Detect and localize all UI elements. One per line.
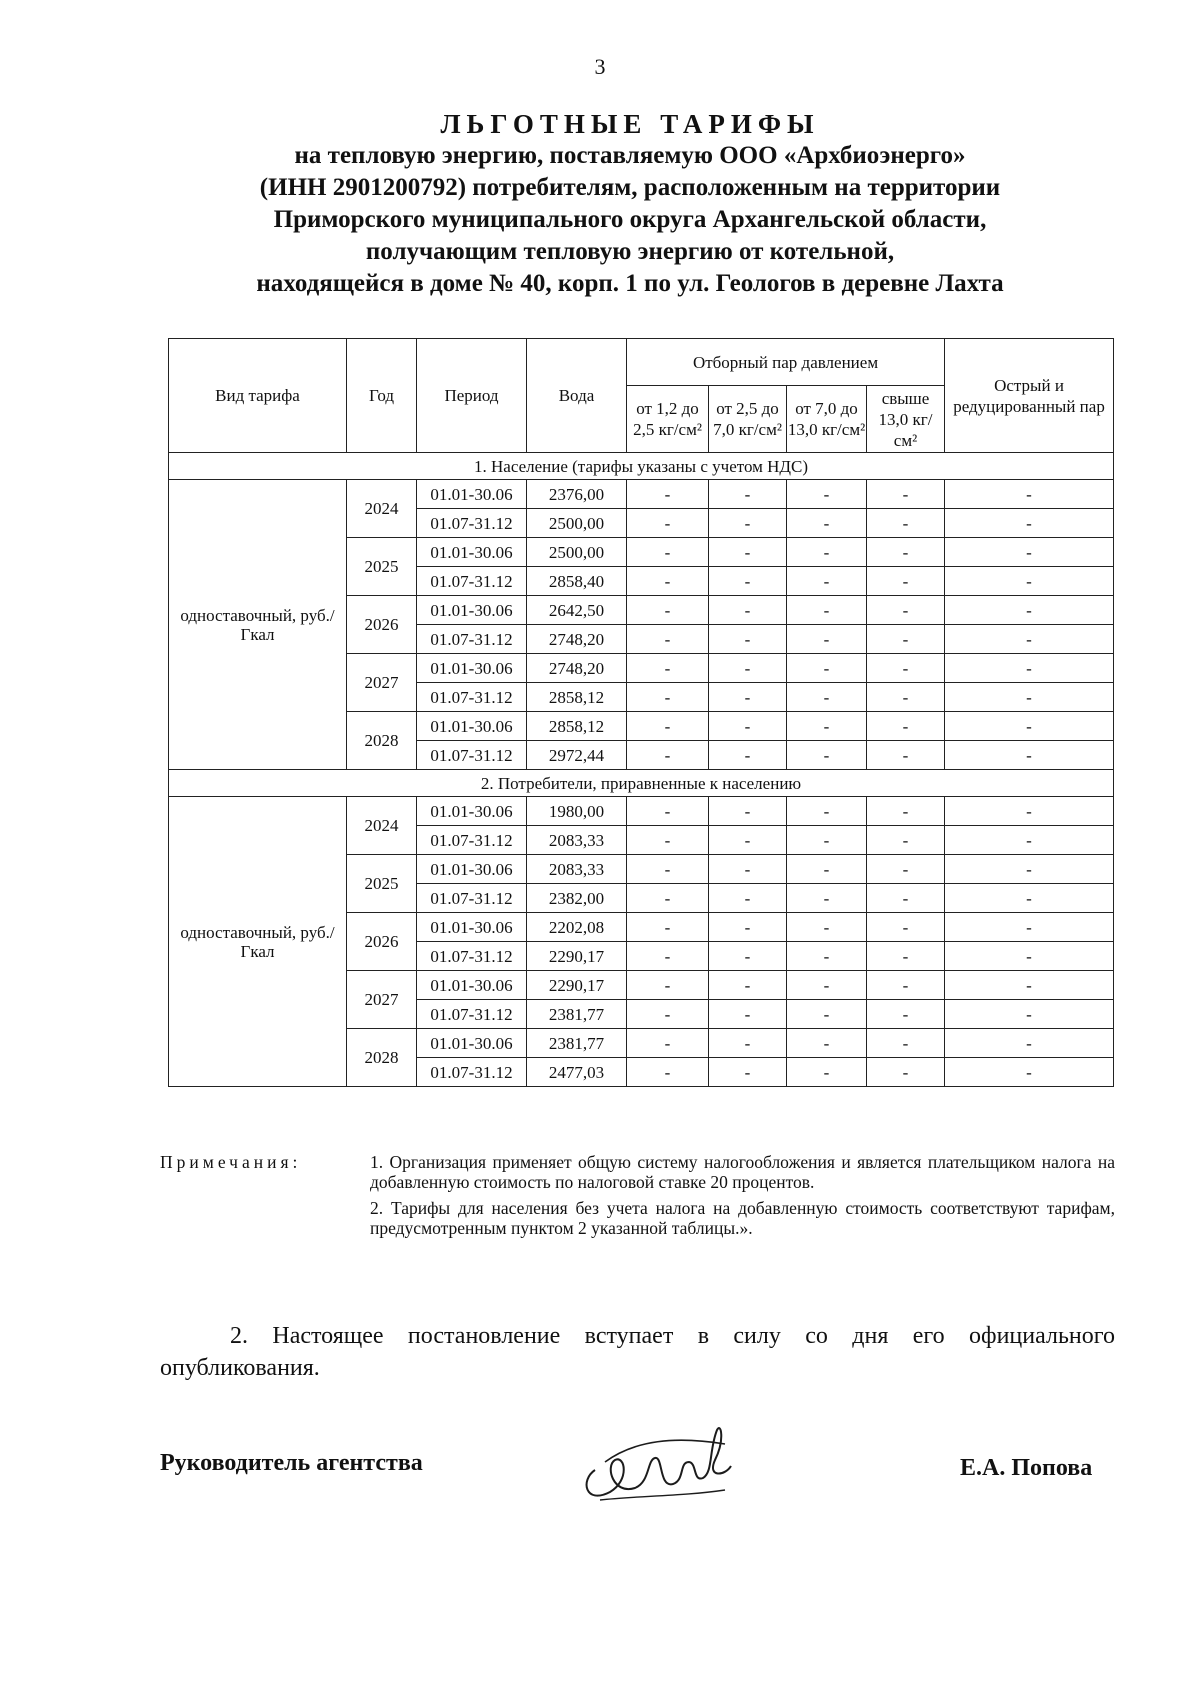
- steam-value-cell: -: [867, 654, 945, 683]
- sharp-steam-value-cell: -: [945, 683, 1114, 712]
- steam-value-cell: -: [709, 538, 787, 567]
- steam-value-cell: -: [709, 913, 787, 942]
- period-cell: 01.07-31.12: [417, 826, 527, 855]
- period-cell: 01.07-31.12: [417, 509, 527, 538]
- steam-value-cell: -: [867, 1000, 945, 1029]
- header-steam-4: свыше 13,0 кг/см²: [867, 386, 945, 453]
- sharp-steam-value-cell: -: [945, 884, 1114, 913]
- steam-value-cell: -: [627, 1029, 709, 1058]
- period-cell: 01.01-30.06: [417, 797, 527, 826]
- steam-value-cell: -: [709, 480, 787, 509]
- sharp-steam-value-cell: -: [945, 942, 1114, 971]
- steam-value-cell: -: [709, 683, 787, 712]
- title-line-3: (ИНН 2901200792) потребителям, расположенным на территории: [259, 174, 1001, 201]
- period-cell: 01.01-30.06: [417, 913, 527, 942]
- year-cell: 2026: [347, 913, 417, 971]
- water-value-cell: 2382,00: [527, 884, 627, 913]
- header-steam-2: от 2,5 до 7,0 кг/см²: [709, 386, 787, 453]
- steam-value-cell: -: [867, 913, 945, 942]
- year-cell: 2025: [347, 538, 417, 596]
- steam-value-cell: -: [787, 712, 867, 741]
- steam-value-cell: -: [787, 855, 867, 884]
- water-value-cell: 2376,00: [527, 480, 627, 509]
- water-value-cell: 2748,20: [527, 625, 627, 654]
- steam-value-cell: -: [627, 654, 709, 683]
- steam-value-cell: -: [709, 596, 787, 625]
- sharp-steam-value-cell: -: [945, 855, 1114, 884]
- period-cell: 01.07-31.12: [417, 884, 527, 913]
- steam-value-cell: -: [709, 1000, 787, 1029]
- steam-value-cell: -: [709, 625, 787, 654]
- steam-value-cell: -: [867, 884, 945, 913]
- year-cell: 2026: [347, 596, 417, 654]
- steam-value-cell: -: [787, 1029, 867, 1058]
- steam-value-cell: -: [787, 567, 867, 596]
- title-line-2: на тепловую энергию, поставляемую ООО «Архбиоэнерго»: [294, 142, 966, 169]
- steam-value-cell: -: [627, 826, 709, 855]
- steam-value-cell: -: [867, 509, 945, 538]
- period-cell: 01.07-31.12: [417, 625, 527, 654]
- period-cell: 01.01-30.06: [417, 971, 527, 1000]
- period-cell: 01.01-30.06: [417, 654, 527, 683]
- sharp-steam-value-cell: -: [945, 971, 1114, 1000]
- handwritten-signature: [575, 1400, 735, 1510]
- steam-value-cell: -: [787, 596, 867, 625]
- note-item: 1. Организация применяет общую систему налогообложения и является плательщиком налога на добавленную стоимость по налоговой ставке 20 процентов.: [370, 1152, 1115, 1192]
- header-steam-3: от 7,0 до 13,0 кг/см²: [787, 386, 867, 453]
- steam-value-cell: -: [709, 884, 787, 913]
- header-sharp-steam: Острый и редуцированный пар: [945, 339, 1114, 453]
- period-cell: 01.07-31.12: [417, 683, 527, 712]
- water-value-cell: 2202,08: [527, 913, 627, 942]
- sharp-steam-value-cell: -: [945, 1000, 1114, 1029]
- water-value-cell: 2381,77: [527, 1000, 627, 1029]
- steam-value-cell: -: [627, 913, 709, 942]
- steam-value-cell: -: [627, 480, 709, 509]
- steam-value-cell: -: [867, 855, 945, 884]
- sharp-steam-value-cell: -: [945, 509, 1114, 538]
- water-value-cell: 2972,44: [527, 741, 627, 770]
- steam-value-cell: -: [787, 884, 867, 913]
- steam-value-cell: -: [709, 971, 787, 1000]
- sharp-steam-value-cell: -: [945, 596, 1114, 625]
- steam-value-cell: -: [709, 1029, 787, 1058]
- sharp-steam-value-cell: -: [945, 1058, 1114, 1087]
- year-cell: 2027: [347, 971, 417, 1029]
- sharp-steam-value-cell: -: [945, 712, 1114, 741]
- steam-value-cell: -: [627, 942, 709, 971]
- steam-value-cell: -: [627, 797, 709, 826]
- steam-value-cell: -: [867, 712, 945, 741]
- water-value-cell: 2290,17: [527, 971, 627, 1000]
- sharp-steam-value-cell: -: [945, 1029, 1114, 1058]
- note-item: 2. Тарифы для населения без учета налога на добавленную стоимость соответствуют тарифам, предусмотренным пунктом 2 указанной таблицы.».: [370, 1198, 1115, 1238]
- water-value-cell: 2748,20: [527, 654, 627, 683]
- steam-value-cell: -: [627, 538, 709, 567]
- year-cell: 2025: [347, 855, 417, 913]
- tariff-table: [168, 338, 1114, 1087]
- water-value-cell: 2290,17: [527, 942, 627, 971]
- steam-value-cell: -: [627, 1000, 709, 1029]
- water-value-cell: 2381,77: [527, 1029, 627, 1058]
- signatory-name: Е.А. Попова: [960, 1455, 1093, 1481]
- steam-value-cell: -: [867, 683, 945, 712]
- document-title: [150, 108, 1110, 300]
- period-cell: 01.07-31.12: [417, 942, 527, 971]
- section-row: [169, 453, 1114, 480]
- steam-value-cell: -: [709, 942, 787, 971]
- steam-value-cell: -: [787, 1058, 867, 1087]
- steam-value-cell: -: [627, 683, 709, 712]
- sharp-steam-value-cell: -: [945, 480, 1114, 509]
- steam-value-cell: -: [709, 654, 787, 683]
- period-cell: 01.01-30.06: [417, 480, 527, 509]
- water-value-cell: 2083,33: [527, 826, 627, 855]
- steam-value-cell: -: [787, 538, 867, 567]
- header-water: Вода: [527, 339, 627, 453]
- year-cell: 2028: [347, 712, 417, 770]
- water-value-cell: 2477,03: [527, 1058, 627, 1087]
- water-value-cell: 2642,50: [527, 596, 627, 625]
- water-value-cell: 2858,40: [527, 567, 627, 596]
- table-row: [169, 797, 1114, 826]
- water-value-cell: 2858,12: [527, 712, 627, 741]
- water-value-cell: 2500,00: [527, 538, 627, 567]
- period-cell: 01.07-31.12: [417, 1000, 527, 1029]
- steam-value-cell: -: [867, 797, 945, 826]
- sharp-steam-value-cell: -: [945, 654, 1114, 683]
- steam-value-cell: -: [787, 625, 867, 654]
- steam-value-cell: -: [867, 625, 945, 654]
- steam-value-cell: -: [867, 942, 945, 971]
- year-cell: 2028: [347, 1029, 417, 1087]
- sharp-steam-value-cell: -: [945, 741, 1114, 770]
- table-body: [169, 453, 1114, 1087]
- steam-value-cell: -: [787, 942, 867, 971]
- steam-value-cell: -: [627, 855, 709, 884]
- sharp-steam-value-cell: -: [945, 625, 1114, 654]
- water-value-cell: 1980,00: [527, 797, 627, 826]
- signatory-role: Руководитель агентства: [160, 1450, 423, 1476]
- steam-value-cell: -: [627, 712, 709, 741]
- steam-value-cell: -: [867, 480, 945, 509]
- title-line-5: получающим тепловую энергию от котельной,: [365, 238, 895, 265]
- steam-value-cell: -: [787, 509, 867, 538]
- steam-value-cell: -: [627, 1058, 709, 1087]
- header-year: Год: [347, 339, 417, 453]
- section-row: [169, 770, 1114, 797]
- header-period: Период: [417, 339, 527, 453]
- steam-value-cell: -: [709, 712, 787, 741]
- header-steam-group: Отборный пар давлением: [627, 339, 945, 386]
- steam-value-cell: -: [709, 741, 787, 770]
- period-cell: 01.07-31.12: [417, 567, 527, 596]
- steam-value-cell: -: [709, 1058, 787, 1087]
- steam-value-cell: -: [627, 509, 709, 538]
- steam-value-cell: -: [787, 913, 867, 942]
- steam-value-cell: -: [627, 884, 709, 913]
- sharp-steam-value-cell: -: [945, 538, 1114, 567]
- steam-value-cell: -: [709, 509, 787, 538]
- steam-value-cell: -: [627, 741, 709, 770]
- period-cell: 01.01-30.06: [417, 538, 527, 567]
- section-title: 2. Потребители, приравненные к населению: [169, 770, 1114, 797]
- steam-value-cell: -: [867, 826, 945, 855]
- resolution-paragraph: 2. Настоящее постановление вступает в силу со дня его официального опубликования.: [160, 1323, 1115, 1381]
- year-cell: 2024: [347, 480, 417, 538]
- period-cell: 01.01-30.06: [417, 1029, 527, 1058]
- water-value-cell: 2500,00: [527, 509, 627, 538]
- notes-list: [370, 1152, 1115, 1244]
- tariff-type-cell: одноставочный, руб./Гкал: [169, 797, 347, 1087]
- header-tariff-type: Вид тарифа: [169, 339, 347, 453]
- notes-label: Примечания:: [160, 1152, 302, 1172]
- sharp-steam-value-cell: -: [945, 826, 1114, 855]
- steam-value-cell: -: [787, 741, 867, 770]
- steam-value-cell: -: [867, 596, 945, 625]
- title-line-1: ЛЬГОТНЫЕ ТАРИФЫ: [440, 109, 820, 139]
- steam-value-cell: -: [709, 567, 787, 596]
- year-cell: 2027: [347, 654, 417, 712]
- steam-value-cell: -: [627, 971, 709, 1000]
- steam-value-cell: -: [787, 826, 867, 855]
- steam-value-cell: -: [627, 596, 709, 625]
- table-row: [169, 480, 1114, 509]
- water-value-cell: 2083,33: [527, 855, 627, 884]
- steam-value-cell: -: [709, 826, 787, 855]
- title-line-4: Приморского муниципального округа Архангельской области,: [273, 206, 987, 233]
- steam-value-cell: -: [867, 1058, 945, 1087]
- title-line-6: находящейся в доме № 40, корп. 1 по ул. Геологов в деревне Лахта: [256, 270, 1004, 297]
- tariff-type-cell: одноставочный, руб./Гкал: [169, 480, 347, 770]
- steam-value-cell: -: [867, 538, 945, 567]
- steam-value-cell: -: [787, 971, 867, 1000]
- period-cell: 01.01-30.06: [417, 596, 527, 625]
- steam-value-cell: -: [709, 797, 787, 826]
- steam-value-cell: -: [867, 971, 945, 1000]
- section-title: 1. Население (тарифы указаны с учетом НДС): [169, 453, 1114, 480]
- steam-value-cell: -: [867, 741, 945, 770]
- steam-value-cell: -: [787, 654, 867, 683]
- sharp-steam-value-cell: -: [945, 797, 1114, 826]
- steam-value-cell: -: [787, 683, 867, 712]
- steam-value-cell: -: [867, 567, 945, 596]
- steam-value-cell: -: [627, 625, 709, 654]
- sharp-steam-value-cell: -: [945, 567, 1114, 596]
- steam-value-cell: -: [787, 1000, 867, 1029]
- period-cell: 01.07-31.12: [417, 1058, 527, 1087]
- sharp-steam-value-cell: -: [945, 913, 1114, 942]
- period-cell: 01.07-31.12: [417, 741, 527, 770]
- steam-value-cell: -: [787, 480, 867, 509]
- page-number: 3: [594, 54, 606, 79]
- water-value-cell: 2858,12: [527, 683, 627, 712]
- period-cell: 01.01-30.06: [417, 712, 527, 741]
- header-steam-1: от 1,2 до 2,5 кг/см²: [627, 386, 709, 453]
- steam-value-cell: -: [867, 1029, 945, 1058]
- year-cell: 2024: [347, 797, 417, 855]
- period-cell: 01.01-30.06: [417, 855, 527, 884]
- steam-value-cell: -: [709, 855, 787, 884]
- steam-value-cell: -: [787, 797, 867, 826]
- steam-value-cell: -: [627, 567, 709, 596]
